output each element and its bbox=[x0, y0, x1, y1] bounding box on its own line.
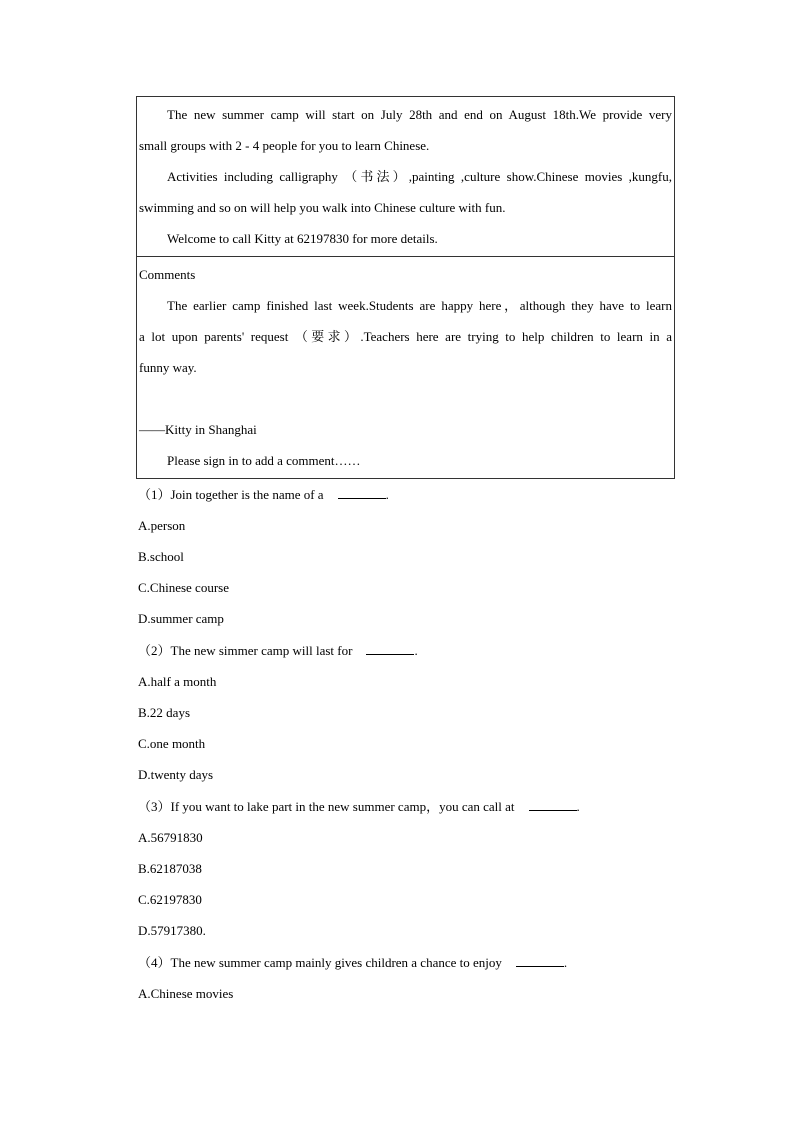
answer-blank bbox=[338, 486, 386, 499]
question-3-option-b: B.62187038 bbox=[138, 861, 202, 876]
question-1-stem bbox=[138, 486, 389, 504]
comments-box bbox=[136, 256, 675, 479]
question-2-stem bbox=[138, 642, 418, 660]
question-1-option-b: B.school bbox=[138, 549, 184, 564]
answer-blank bbox=[529, 798, 577, 811]
sign-in-link[interactable]: Please sign in to add a comment…… bbox=[167, 453, 361, 468]
question-2-option-d: D.twenty days bbox=[138, 767, 214, 782]
answer-blank bbox=[516, 954, 564, 967]
question-2-text: （2）The new simmer camp will last for bbox=[138, 643, 353, 658]
question-3-option-a: A.56791830 bbox=[138, 830, 203, 845]
comments-header: Comments bbox=[139, 267, 196, 282]
comment-line-2: a lot upon parents' request （要求）.Teachers here are trying to help children to learn in a bbox=[139, 329, 672, 344]
ad-paragraph-3: Welcome to call Kitty at 62197830 for more details. bbox=[167, 231, 438, 246]
question-4-stem bbox=[138, 954, 567, 972]
question-1-option-d: D.summer camp bbox=[138, 611, 224, 626]
blank-period: . bbox=[576, 799, 580, 814]
question-3-text: （3）If you want to lake part in the new summer camp，you can call at bbox=[138, 799, 515, 814]
comment-line-1: The earlier camp finished last week.Students are happy here，although they have to learn bbox=[167, 298, 672, 313]
comment-line-3: funny way. bbox=[139, 360, 197, 375]
comment-signature: ——Kitty in Shanghai bbox=[139, 422, 257, 437]
question-4-text: （4）The new summer camp mainly gives children a chance to enjoy bbox=[138, 955, 502, 970]
question-1-text: （1）Join together is the name of a bbox=[138, 487, 324, 502]
question-2-option-c: C.one month bbox=[138, 736, 206, 751]
question-3-option-c: C.62197830 bbox=[138, 892, 202, 907]
question-2-option-b: B.22 days bbox=[138, 705, 190, 720]
question-3-option-d: D.57917380. bbox=[138, 923, 206, 938]
question-4-option-a: A.Chinese movies bbox=[138, 986, 234, 1001]
blank-period: . bbox=[385, 487, 389, 502]
answer-blank bbox=[366, 642, 414, 655]
blank-period: . bbox=[414, 643, 418, 658]
ad-paragraph-2-line-2: swimming and so on will help you walk into Chinese culture with fun. bbox=[139, 200, 506, 215]
ad-paragraph-2-line-1: Activities including calligraphy （书法）,painting ,culture show.Chinese movies ,kungfu, bbox=[167, 169, 672, 184]
question-1-option-a: A.person bbox=[138, 518, 186, 533]
blank-period: . bbox=[563, 955, 568, 970]
camp-ad-box bbox=[136, 96, 675, 257]
question-2-option-a: A.half a month bbox=[138, 674, 217, 689]
ad-paragraph-1-line-1: The new summer camp will start on July 28th and end on August 18th.We provide very bbox=[167, 107, 672, 122]
question-1-option-c: C.Chinese course bbox=[138, 580, 229, 595]
question-3-stem bbox=[138, 798, 580, 816]
ad-paragraph-1-line-2: small groups with 2 - 4 people for you to learn Chinese. bbox=[139, 138, 430, 153]
